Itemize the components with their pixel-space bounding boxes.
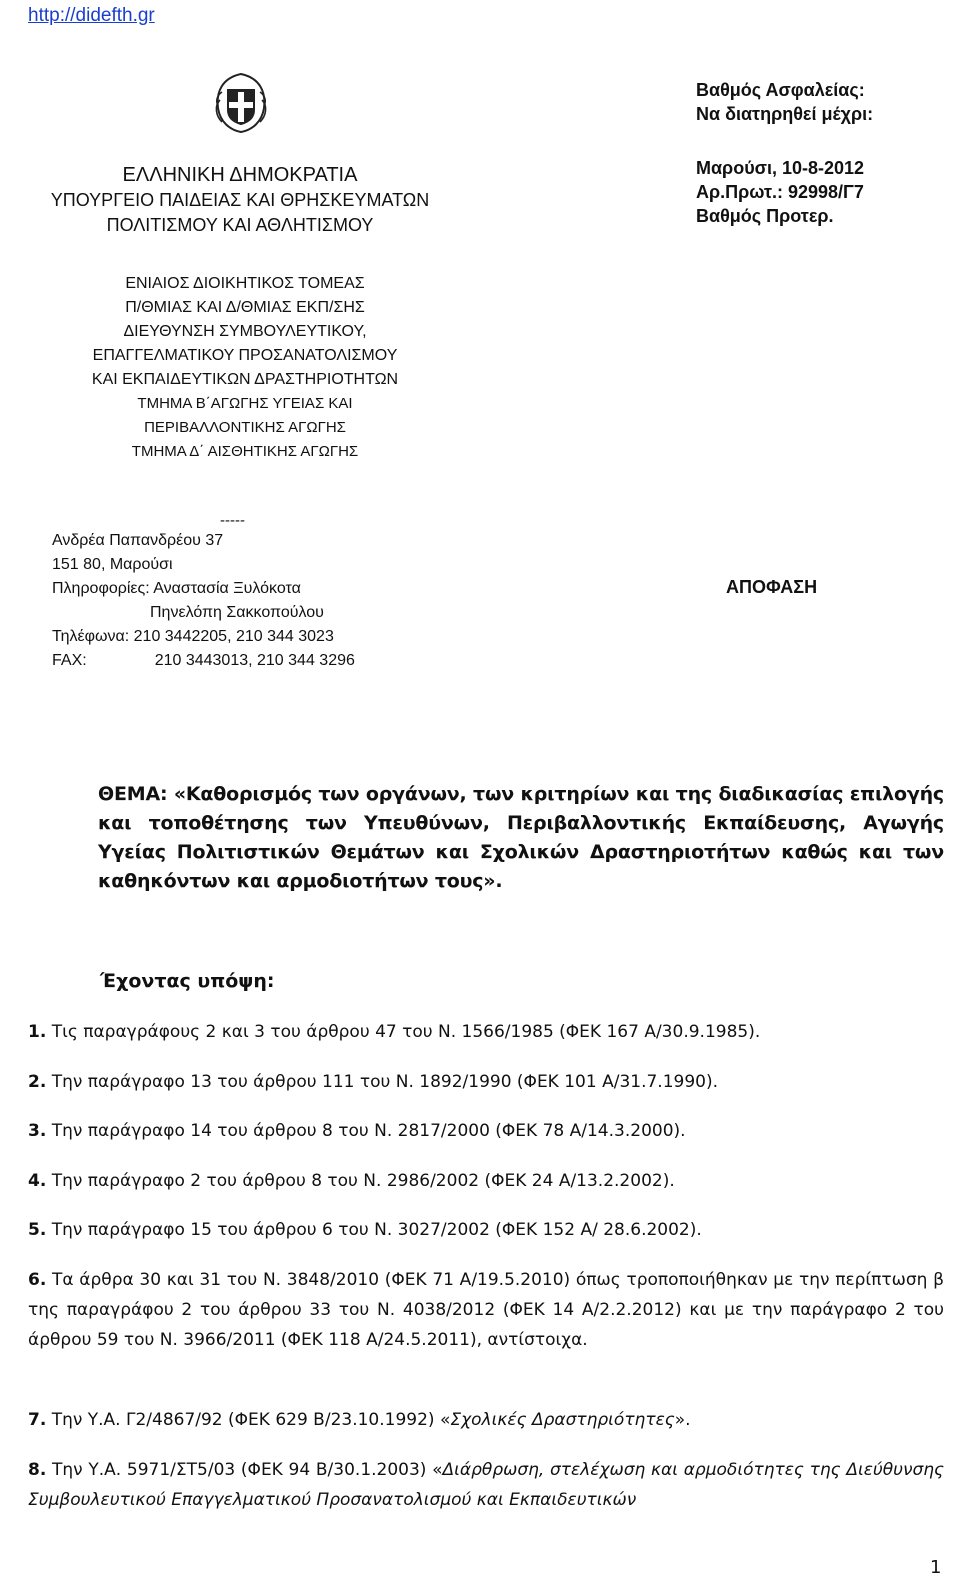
security-meta (696, 78, 873, 126)
decision-title: ΑΠΟΦΑΣΗ (726, 577, 818, 597)
security-level: Βαθμός Ασφαλείας: (696, 80, 865, 100)
list-item: 7. Την Υ.Α. Γ2/4867/92 (ΦΕΚ 629 Β/23.10.1992) «Σχολικές Δραστηριότητες». (28, 1410, 691, 1430)
info-contact-second: Πηνελόπη Σακκοπούλου (150, 604, 324, 621)
list-item: 4. Την παράγραφο 2 του άρθρου 8 του Ν. 2986/2002 (ΦΕΚ 24 Α/13.2.2002). (28, 1171, 675, 1191)
department-block (0, 272, 490, 464)
dept-line: ΚΑΙ ΕΚΠΑΙΔΕΥΤΙΚΩΝ ΔΡΑΣΤΗΡΙΟΤΗΤΩΝ (91, 371, 399, 388)
subject-text: ΘΕΜΑ: «Καθορισμός των οργάνων, των κριτηρίων και της διαδικασίας επιλογής και τοποθέτησης των Υπευθύνων, Περιβαλλοντικής Εκπαίδευσης, Αγωγής Υγείας Πολιτιστικών Θεμάτων και Σχολικών Δραστηριοτήτων καθώς και των καθηκόντων και αρμοδιοτήτων τους». (98, 783, 944, 892)
gov-line-2: ΥΠΟΥΡΓΕΙΟ ΠΑΙΔΕΙΑΣ ΚΑΙ ΘΡΗΣΚΕΥΜΑΤΩΝ (50, 190, 430, 210)
phone-numbers: Τηλέφωνα: 210 3442205, 210 344 3023 (52, 628, 334, 645)
fax-row (52, 649, 355, 673)
dept-line: Π/ΘΜΙΑΣ ΚΑΙ Δ/ΘΜΙΑΣ ΕΚΠ/ΣΗΣ (125, 299, 365, 316)
dept-line: ΤΜΗΜΑ Δ΄ ΑΙΣΘΗΤΙΚΗΣ ΑΓΩΓΗΣ (131, 443, 359, 460)
address-postcode: 151 80, Μαρούσι (52, 556, 173, 573)
retain-until: Να διατηρηθεί μέχρι: (696, 104, 874, 124)
list-item: 6. Τα άρθρα 30 και 31 του Ν. 3848/2010 (ΦΕΚ 71 Α/19.5.2010) όπως τροποποιήθηκαν με την περίπτωση β της παραγράφου 2 του άρθρου 33 του Ν. 4038/2012 (ΦΕΚ 14 Α/2.2.2012) και με την παράγραφο 2 του άρθρου 59 του Ν. 3966/2011 (ΦΕΚ 118 Α/24.5.2011), αντίστοιχα. (28, 1270, 944, 1350)
address-block (52, 529, 355, 673)
government-header (0, 163, 480, 238)
list-item: 5. Την παράγραφο 15 του άρθρου 6 του Ν. 3027/2002 (ΦΕΚ 152 Α/ 28.6.2002). (28, 1220, 702, 1240)
gov-line-1: ΕΛΛΗΝΙΚΗ ΔΗΜΟΚΡΑΤΙΑ (122, 164, 358, 186)
separator: ----- (220, 512, 245, 529)
header-link[interactable]: http://didefth.gr (28, 5, 155, 26)
subject (28, 780, 944, 896)
info-contact: Πληροφορίες: Αναστασία Ξυλόκοτα (52, 580, 301, 597)
dept-line: ΤΜΗΜΑ Β΄ΑΓΩΓΗΣ ΥΓΕΙΑΣ ΚΑΙ (137, 395, 353, 412)
place-date: Μαρούσι, 10-8-2012 (696, 158, 865, 178)
dept-line: ΕΝΙΑΙΟΣ ΔΙΟΙΚΗΤΙΚΟΣ ΤΟΜΕΑΣ (125, 275, 365, 292)
dept-line: ΔΙΕΥΘΥΝΣΗ ΣΥΜΒΟΥΛΕΥΤΙΚΟΥ, (123, 323, 367, 340)
dept-line: ΕΠΑΓΓΕΛΜΑΤΙΚΟΥ ΠΡΟΣΑΝΑΤΟΛΙΣΜΟΥ (92, 347, 398, 364)
document-meta (696, 156, 864, 228)
list-item: 2. Την παράγραφο 13 του άρθρου 111 του Ν. 1892/1990 (ΦΕΚ 101 Α/31.7.1990). (28, 1072, 718, 1092)
page-number: 1 (930, 1557, 942, 1578)
greek-coat-of-arms-icon (208, 70, 274, 136)
having-regard-heading: Έχοντας υπόψη: (100, 970, 275, 992)
priority-level: Βαθμός Προτερ. (696, 206, 834, 226)
dept-line: ΠΕΡΙΒΑΛΛΟΝΤΙΚΗΣ ΑΓΩΓΗΣ (144, 419, 346, 436)
list-item: 1. Τις παραγράφους 2 και 3 του άρθρου 47 του Ν. 1566/1985 (ΦΕΚ 167 Α/30.9.1985). (28, 1022, 761, 1042)
list-item: 3. Την παράγραφο 14 του άρθρου 8 του Ν. 2817/2000 (ΦΕΚ 78 Α/14.3.2000). (28, 1121, 686, 1141)
address-street: Ανδρέα Παπανδρέου 37 (52, 532, 224, 549)
fax-numbers: 210 3443013, 210 344 3296 (154, 652, 355, 669)
fax-label: FAX: (52, 652, 87, 669)
gov-line-3: ΠΟΛΙΤΙΣΜΟΥ ΚΑΙ ΑΘΛΗΤΙΣΜΟΥ (106, 215, 374, 235)
list-item: 8. Την Υ.Α. 5971/ΣΤ5/03 (ΦΕΚ 94 Β/30.1.2003) «Διάρθρωση, στελέχωση και αρμοδιότητες της Διεύθυνσης Συμβουλευτικού Επαγγελματικού Προσανατολισμού και Εκπαιδευτικών (28, 1460, 944, 1510)
protocol-number: Αρ.Πρωτ.: 92998/Γ7 (696, 182, 864, 202)
